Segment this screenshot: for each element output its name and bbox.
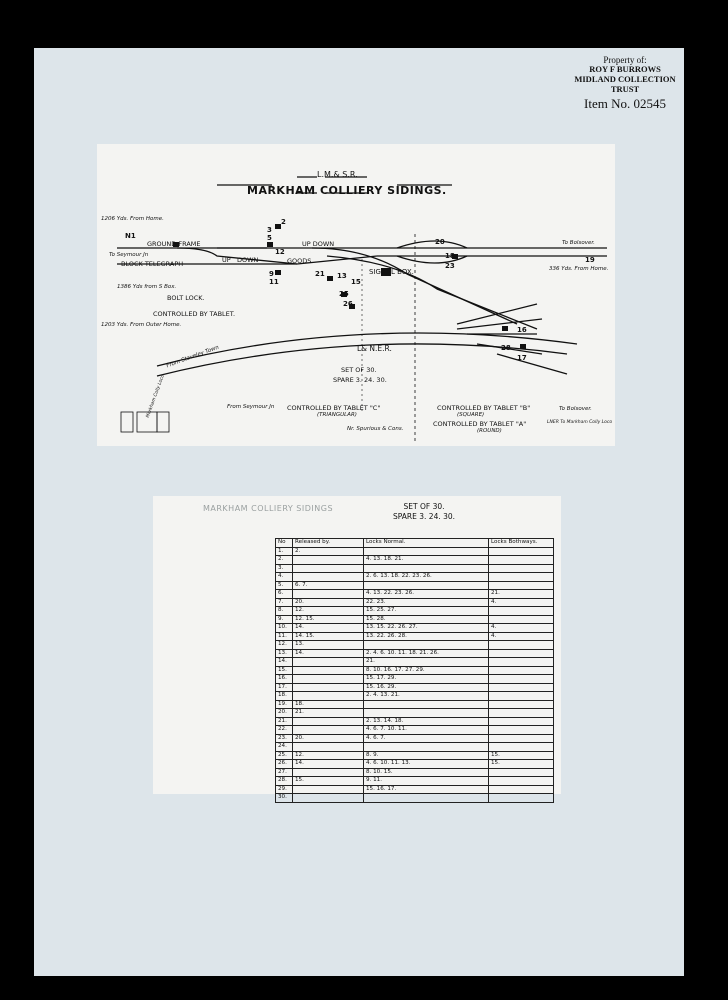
- table-row: [276, 709, 554, 718]
- cell-locks-bothways: [489, 658, 554, 667]
- header-locks-normal: Locks Normal.: [364, 539, 489, 548]
- cell-locks-bothways: [489, 666, 554, 675]
- cell-locks-bothways: [489, 675, 554, 684]
- tablet-c-label: CONTROLLED BY TABLET "C": [287, 404, 381, 412]
- cell-locks-normal: 4. 6. 10. 11. 13.: [364, 760, 489, 769]
- cell-locks-normal: [364, 743, 489, 752]
- cell-locks-normal: 4. 6. 7. 10. 11.: [364, 726, 489, 735]
- cell-no: 20.: [276, 709, 293, 718]
- header-locks-bothways: Locks Bothways.: [489, 539, 554, 548]
- up-label: UP: [222, 256, 231, 264]
- signal-number: 18: [445, 252, 455, 260]
- table-row: [276, 666, 554, 675]
- cell-locks-normal: 15. 16. 29.: [364, 683, 489, 692]
- stamp-trust: TRUST: [610, 83, 640, 94]
- table-row: [276, 692, 554, 701]
- table-row: [276, 777, 554, 786]
- cell-released-by: [293, 590, 364, 599]
- table-row: [276, 556, 554, 565]
- cell-released-by: 14.: [293, 624, 364, 633]
- cell-locks-normal: 2. 4. 13. 21.: [364, 692, 489, 701]
- ownership-stamp: [566, 55, 684, 112]
- cell-no: 1.: [276, 547, 293, 556]
- seymour-direction: To Seymour Jn: [109, 252, 149, 258]
- table-row: [276, 615, 554, 624]
- signal-box-label: SIGNAL BOX.: [369, 268, 414, 276]
- signal-number: N1: [125, 232, 136, 240]
- table-row: [276, 590, 554, 599]
- signal-number: 23: [445, 262, 455, 270]
- table-row: [276, 632, 554, 641]
- cell-no: 14.: [276, 658, 293, 667]
- tablet-a-label: CONTROLLED BY TABLET "A": [433, 420, 527, 428]
- cell-locks-bothways: [489, 743, 554, 752]
- cell-locks-bothways: [489, 717, 554, 726]
- locking-table: [275, 538, 554, 803]
- cell-locks-bothways: [489, 573, 554, 582]
- signal-number: 25: [339, 290, 349, 298]
- sig-note: Nr. Spurious & Cons.: [347, 426, 404, 432]
- to-bolsover-lower: To Bolsover.: [559, 406, 592, 412]
- cell-released-by: 14.: [293, 649, 364, 658]
- to-bolsover-label: To Bolsover.: [562, 240, 595, 246]
- cell-locks-bothways: 4.: [489, 632, 554, 641]
- cell-released-by: 12. 15.: [293, 615, 364, 624]
- cell-locks-bothways: 15.: [489, 751, 554, 760]
- cell-locks-bothways: [489, 692, 554, 701]
- cell-locks-normal: [364, 564, 489, 573]
- bolt-lock-label: BOLT LOCK.: [167, 294, 205, 302]
- cell-locks-normal: 22. 23.: [364, 598, 489, 607]
- cell-no: 17.: [276, 683, 293, 692]
- cell-locks-normal: 8. 10. 16. 17. 27. 29.: [364, 666, 489, 675]
- cell-no: 12.: [276, 641, 293, 650]
- cell-locks-normal: [364, 641, 489, 650]
- cell-no: 2.: [276, 556, 293, 565]
- table-row: [276, 547, 554, 556]
- table-set-of-text: SET OF 30.: [403, 502, 445, 511]
- cell-released-by: 18.: [293, 700, 364, 709]
- cell-released-by: 15.: [293, 777, 364, 786]
- lner-label: L& N.E.R.: [357, 344, 392, 353]
- cell-no: 23.: [276, 734, 293, 743]
- cell-released-by: [293, 666, 364, 675]
- table-row: [276, 675, 554, 684]
- cell-released-by: [293, 794, 364, 803]
- signal-number: 2: [281, 218, 286, 226]
- down-label: DOWN: [237, 256, 259, 264]
- cell-locks-normal: 4. 6. 7.: [364, 734, 489, 743]
- cell-locks-bothways: 4.: [489, 598, 554, 607]
- cell-no: 9.: [276, 615, 293, 624]
- table-row: [276, 649, 554, 658]
- cell-locks-normal: 8. 9.: [364, 751, 489, 760]
- locking-table-card: [153, 496, 561, 800]
- cell-locks-bothways: 4.: [489, 624, 554, 633]
- stamp-property: Property of:: [603, 55, 647, 65]
- cell-released-by: [293, 564, 364, 573]
- cell-released-by: 12.: [293, 607, 364, 616]
- table-row: [276, 726, 554, 735]
- table-row: [276, 794, 554, 803]
- signal-number: 16: [517, 326, 527, 334]
- staveley-direction: From Staveley Town: [165, 344, 220, 370]
- signal-number: 17: [517, 354, 527, 362]
- cell-released-by: [293, 726, 364, 735]
- cell-locks-normal: 21.: [364, 658, 489, 667]
- home-right-distance: 336 Yds. From Home.: [549, 266, 609, 272]
- cell-no: 6.: [276, 590, 293, 599]
- signal-number: 11: [269, 278, 279, 286]
- cell-released-by: [293, 785, 364, 794]
- cell-no: 8.: [276, 607, 293, 616]
- tablet-b-label: CONTROLLED BY TABLET "B": [437, 404, 531, 412]
- cell-locks-normal: [364, 709, 489, 718]
- table-row: [276, 641, 554, 650]
- handwritten-title: MARKHAM COLLIERY SIDINGS: [203, 504, 334, 513]
- cell-locks-normal: 15. 16. 17.: [364, 785, 489, 794]
- cell-released-by: 12.: [293, 751, 364, 760]
- cell-released-by: 14.: [293, 760, 364, 769]
- cell-released-by: [293, 692, 364, 701]
- block-telegraph-label: BLOCK TELEGRAPH: [121, 260, 184, 268]
- cell-no: 22.: [276, 726, 293, 735]
- cell-no: 28.: [276, 777, 293, 786]
- cell-locks-bothways: [489, 564, 554, 573]
- cell-released-by: [293, 683, 364, 692]
- ground-frame-label: GROUND FRAME: [147, 240, 201, 248]
- cell-released-by: 21.: [293, 709, 364, 718]
- cell-locks-bothways: [489, 709, 554, 718]
- goods-label: GOODS: [287, 257, 312, 265]
- outer-home-distance: 1203 Yds. From Outer Home.: [101, 322, 182, 328]
- cell-locks-normal: [364, 581, 489, 590]
- cell-locks-bothways: [489, 547, 554, 556]
- round-label: (ROUND): [477, 428, 502, 434]
- s-box-distance: 1386 Yds from S Box.: [117, 284, 177, 290]
- cell-released-by: 13.: [293, 641, 364, 650]
- cell-locks-normal: 13. 15. 22. 26. 27.: [364, 624, 489, 633]
- cell-no: 10.: [276, 624, 293, 633]
- cell-no: 7.: [276, 598, 293, 607]
- cell-locks-normal: 8. 10. 15.: [364, 768, 489, 777]
- table-row: [276, 768, 554, 777]
- lner-markham-label: LNER To Markham Colly Loco: [547, 420, 613, 425]
- cell-locks-bothways: [489, 556, 554, 565]
- cell-locks-bothways: [489, 641, 554, 650]
- table-set-of: [393, 502, 455, 522]
- cell-released-by: 2.: [293, 547, 364, 556]
- table-row: [276, 564, 554, 573]
- cell-locks-normal: 15. 17. 29.: [364, 675, 489, 684]
- cell-locks-bothways: 15.: [489, 760, 554, 769]
- stamp-owner: ROY F BURROWS: [589, 64, 661, 75]
- cell-locks-normal: 4. 13. 22. 23. 26.: [364, 590, 489, 599]
- cell-no: 29.: [276, 785, 293, 794]
- signal-number: 28: [501, 344, 511, 352]
- signal-number: 13: [337, 272, 347, 280]
- signal-number: 5: [267, 234, 272, 242]
- set-of-label: SET OF 30.: [341, 366, 377, 374]
- cell-released-by: [293, 717, 364, 726]
- table-row: [276, 573, 554, 582]
- signal-number: 15: [351, 278, 361, 286]
- table-row: [276, 658, 554, 667]
- signal-number: 12: [275, 248, 285, 256]
- home-left-distance: 1206 Yds. From Home.: [101, 216, 164, 222]
- cell-released-by: [293, 658, 364, 667]
- cell-released-by: [293, 743, 364, 752]
- cell-no: 11.: [276, 632, 293, 641]
- cell-locks-bothways: [489, 581, 554, 590]
- track-diagram: [97, 144, 615, 446]
- table-row: [276, 717, 554, 726]
- cell-no: 21.: [276, 717, 293, 726]
- cell-no: 24.: [276, 743, 293, 752]
- cell-locks-bothways: [489, 607, 554, 616]
- signal-number: 26: [343, 300, 353, 308]
- cell-locks-normal: 15. 25. 27.: [364, 607, 489, 616]
- table-spare-text: SPARE 3. 24. 30.: [393, 511, 456, 521]
- table-row: [276, 598, 554, 607]
- table-row: [276, 760, 554, 769]
- cell-no: 16.: [276, 675, 293, 684]
- cell-released-by: 14. 15.: [293, 632, 364, 641]
- cell-locks-bothways: [489, 785, 554, 794]
- cell-locks-bothways: [489, 794, 554, 803]
- spare-label: SPARE 3. 24. 30.: [333, 376, 387, 384]
- signal-number: 21: [315, 270, 325, 278]
- cell-released-by: [293, 768, 364, 777]
- stamp-item-number: Item No. 02545: [584, 95, 666, 111]
- cell-locks-bothways: [489, 615, 554, 624]
- cell-released-by: 20.: [293, 734, 364, 743]
- from-seymour-label: From Seymour Jn: [227, 404, 275, 410]
- cell-released-by: 6. 7.: [293, 581, 364, 590]
- square-label: (SQUARE): [457, 412, 485, 418]
- header-no: No: [276, 539, 293, 548]
- diagram-title: MARKHAM COLLIERY SIDINGS.: [247, 184, 447, 197]
- table-row: [276, 683, 554, 692]
- signal-number: 19: [585, 256, 595, 264]
- table-row: [276, 607, 554, 616]
- cell-no: 27.: [276, 768, 293, 777]
- cell-released-by: [293, 573, 364, 582]
- triangular-label: (TRIANGULAR): [317, 412, 357, 418]
- table-row: [276, 624, 554, 633]
- cell-no: 15.: [276, 666, 293, 675]
- controlled-tablet-label: CONTROLLED BY TABLET.: [153, 310, 236, 318]
- cell-locks-bothways: [489, 700, 554, 709]
- cell-no: 26.: [276, 760, 293, 769]
- cell-locks-bothways: [489, 777, 554, 786]
- cell-locks-normal: 15. 28.: [364, 615, 489, 624]
- header-released-by: Released by.: [293, 539, 364, 548]
- table-row: [276, 700, 554, 709]
- signal-number: 20: [435, 238, 445, 246]
- markham-loco-label: Markham Colly Loco: [145, 374, 166, 419]
- cell-no: 4.: [276, 573, 293, 582]
- cell-locks-bothways: 21.: [489, 590, 554, 599]
- cell-locks-normal: 2. 13. 14. 18.: [364, 717, 489, 726]
- cell-locks-bothways: [489, 649, 554, 658]
- cell-released-by: [293, 675, 364, 684]
- cell-locks-bothways: [489, 768, 554, 777]
- table-row: [276, 581, 554, 590]
- table-row: [276, 751, 554, 760]
- cell-locks-normal: [364, 794, 489, 803]
- table-row: [276, 743, 554, 752]
- signal-number: 3: [267, 226, 272, 234]
- cell-no: 18.: [276, 692, 293, 701]
- cell-locks-bothways: [489, 683, 554, 692]
- cell-released-by: 20.: [293, 598, 364, 607]
- cell-released-by: [293, 556, 364, 565]
- cell-locks-normal: 4. 13. 18. 21.: [364, 556, 489, 565]
- cell-no: 3.: [276, 564, 293, 573]
- up-down-label: UP DOWN: [302, 240, 335, 248]
- stamp-collection: MIDLAND COLLECTION: [574, 74, 676, 85]
- cell-locks-normal: 2. 4. 6. 10. 11. 18. 21. 26.: [364, 649, 489, 658]
- cell-locks-bothways: [489, 734, 554, 743]
- cell-locks-bothways: [489, 726, 554, 735]
- cell-locks-normal: 9. 11.: [364, 777, 489, 786]
- cell-no: 30.: [276, 794, 293, 803]
- company-name: L.M.& S.R.: [317, 170, 358, 179]
- cell-no: 5.: [276, 581, 293, 590]
- cell-no: 19.: [276, 700, 293, 709]
- table-row: [276, 785, 554, 794]
- cell-no: 13.: [276, 649, 293, 658]
- signal-number: 9: [269, 270, 274, 278]
- table-header-row: [276, 539, 554, 548]
- cell-no: 25.: [276, 751, 293, 760]
- cell-locks-normal: [364, 700, 489, 709]
- table-row: [276, 734, 554, 743]
- cell-locks-normal: 2. 6. 13. 18. 22. 23. 26.: [364, 573, 489, 582]
- cell-locks-normal: 13. 22. 26. 28.: [364, 632, 489, 641]
- cell-locks-normal: [364, 547, 489, 556]
